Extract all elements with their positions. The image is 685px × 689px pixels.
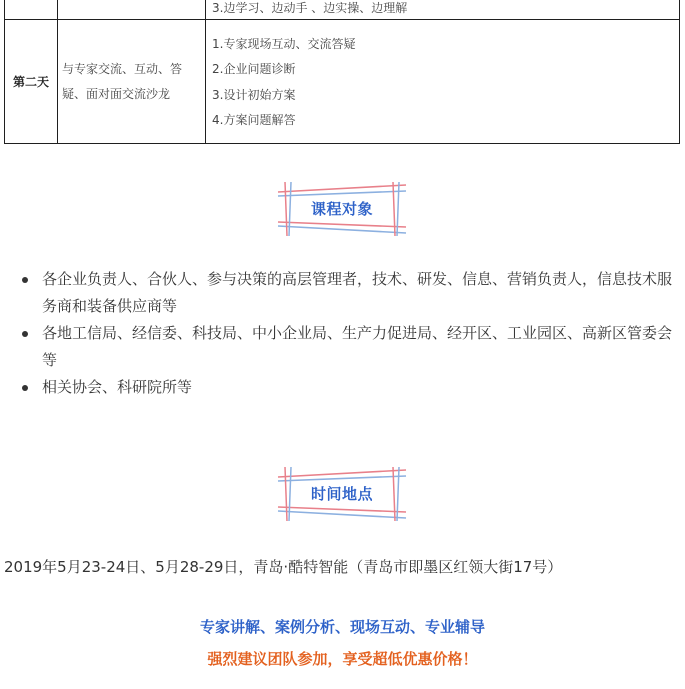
- items-cell: [206, 0, 680, 20]
- section-heading-time: [272, 465, 412, 523]
- table-row: [5, 20, 680, 144]
- list-item: 各企业负责人、合伙人、参与决策的高层管理者，技术、研发、信息、营销负责人，信息技术服务商和装备供应商等: [0, 266, 685, 320]
- list-item: 各地工信局、经信委、科技局、中小企业局、生产力促进局、经开区、工业园区、高新区管委会等: [0, 320, 685, 374]
- schedule-item: 3.设计初始方案: [212, 87, 296, 102]
- section-heading-audience: [272, 180, 412, 238]
- schedule-item: 2.企业问题诊断: [212, 62, 296, 76]
- audience-list: [0, 266, 685, 401]
- time-place-text: 2019年5月23-24日、5月28-29日，青岛·酷特智能（青岛市即墨区红领大街17号）: [4, 558, 563, 576]
- schedule-table: [4, 0, 680, 144]
- section-title: 课程对象: [310, 200, 373, 218]
- list-item: 相关协会、科研院所等: [0, 374, 685, 401]
- table-row: [5, 0, 680, 20]
- section-title: 时间地点: [310, 485, 373, 503]
- cta-highlight: 强烈建议团队参加，享受超低优惠价格！: [207, 650, 478, 668]
- topic-cell-blank: [58, 0, 206, 20]
- day-cell-blank: [5, 0, 58, 20]
- schedule-item: 4.方案问题解答: [212, 113, 296, 127]
- schedule-item: 1.专家现场互动、交流答疑: [212, 36, 356, 51]
- services-highlight: 专家讲解、案例分析、现场互动、专业辅导: [199, 618, 485, 636]
- day-label: 第二天: [5, 20, 58, 144]
- schedule-item: 3.边学习、边动手 、边实操、边理解: [212, 1, 408, 15]
- topic-cell: 与专家交流、互动、答疑、面对面交流沙龙: [58, 20, 206, 144]
- items-cell: [206, 20, 680, 144]
